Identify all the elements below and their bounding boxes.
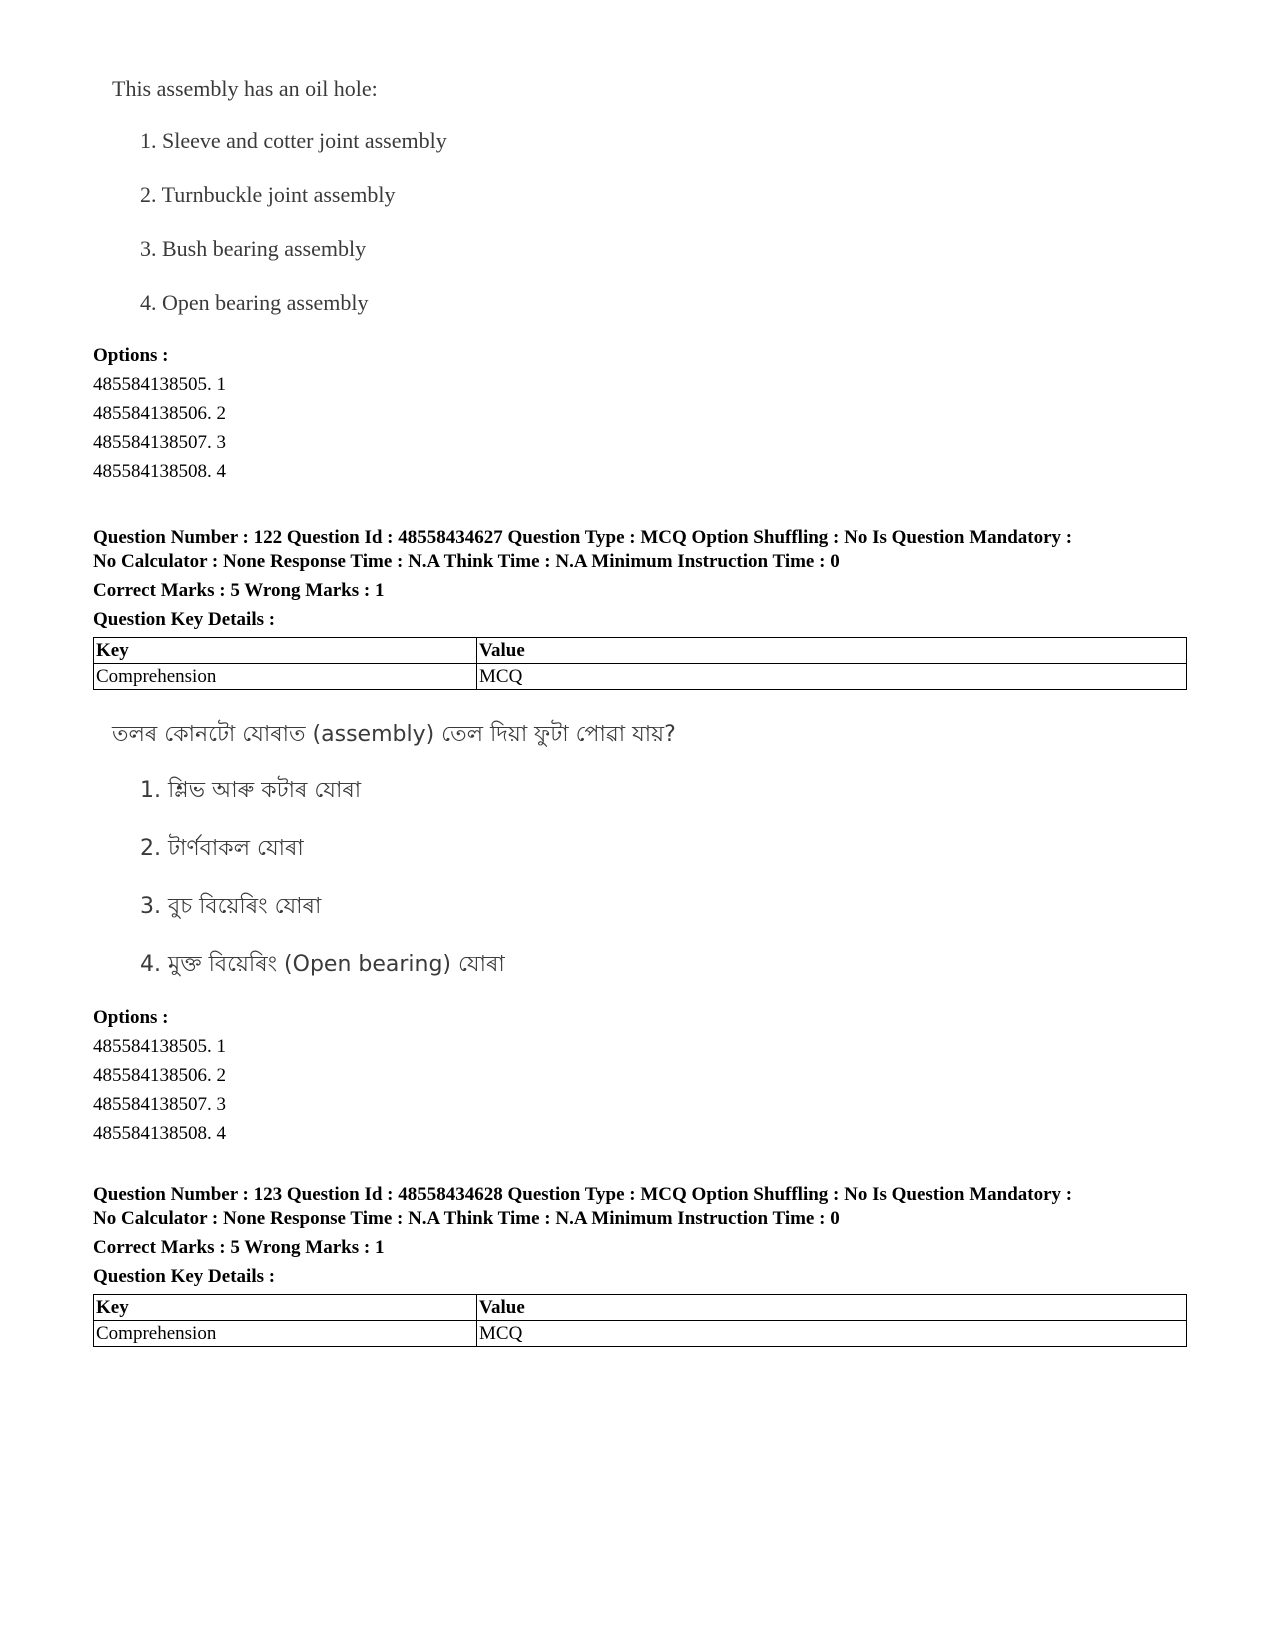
options-header: Options : (93, 1007, 169, 1028)
option-item: 485584138506. 2 (93, 1065, 226, 1086)
marks-line: Correct Marks : 5 Wrong Marks : 1 (93, 580, 385, 601)
question-meta-line: Question Number : 122 Question Id : 48558434627 Question Type : MCQ Option Shuffling : No Is Question Mandatory : (93, 527, 1073, 548)
choice-item: 1. শ্লিভ আৰু কটাৰ যোৰা (140, 778, 362, 803)
question-meta-line: Question Number : 123 Question Id : 48558434628 Question Type : MCQ Option Shuffling : No Is Question Mandatory : (93, 1184, 1073, 1205)
question-meta-line: No Calculator : None Response Time : N.A Think Time : N.A Minimum Instruction Time : 0 (93, 1208, 840, 1229)
table-cell: MCQ (477, 1321, 1187, 1347)
option-item: 485584138506. 2 (93, 403, 226, 424)
key-details-label: Question Key Details : (93, 609, 276, 630)
key-table (93, 1294, 1187, 1347)
option-item: 485584138505. 1 (93, 1036, 226, 1057)
table-cell: Comprehension (94, 1321, 477, 1347)
question-meta-122 (93, 526, 1203, 632)
choice-item: 4. Open bearing assembly (140, 290, 369, 315)
question-image-assamese (112, 720, 676, 1008)
table-cell: Comprehension (94, 664, 477, 690)
table-row (94, 1321, 1187, 1347)
option-item: 485584138508. 4 (93, 1123, 226, 1144)
choice-item: 1. Sleeve and cotter joint assembly (140, 128, 447, 153)
table-header-cell: Value (477, 1295, 1187, 1321)
choice-item: 2. Turnbuckle joint assembly (140, 182, 396, 207)
key-details-label: Question Key Details : (93, 1266, 276, 1287)
options-list (93, 341, 226, 486)
marks-line: Correct Marks : 5 Wrong Marks : 1 (93, 1237, 385, 1258)
question-image-english (112, 74, 447, 342)
table-header-cell: Key (94, 638, 477, 664)
question-stem: This assembly has an oil hole: (112, 76, 378, 101)
choice-item: 4. মুক্ত বিয়েৰিং (Open bearing) যোৰা (140, 952, 505, 977)
option-item: 485584138507. 3 (93, 432, 226, 453)
table-row (94, 664, 1187, 690)
choice-item: 3. Bush bearing assembly (140, 236, 367, 261)
table-header-cell: Key (94, 1295, 477, 1321)
option-item: 485584138508. 4 (93, 461, 226, 482)
question-stem: তলৰ কোনটো যোৰাত (assembly) তেল দিয়া ফুটা পোৱা যায়? (112, 722, 676, 747)
table-header-row (94, 638, 1187, 664)
table-header-cell: Value (477, 638, 1187, 664)
question-meta-line: No Calculator : None Response Time : N.A Think Time : N.A Minimum Instruction Time : 0 (93, 551, 840, 572)
question-meta-123 (93, 1183, 1203, 1289)
options-list (93, 1003, 226, 1148)
choice-item: 2. টাৰ্ণবাকল যোৰা (140, 836, 304, 861)
table-cell: MCQ (477, 664, 1187, 690)
key-table (93, 637, 1187, 690)
option-item: 485584138507. 3 (93, 1094, 226, 1115)
options-header: Options : (93, 345, 169, 366)
option-item: 485584138505. 1 (93, 374, 226, 395)
table-header-row (94, 1295, 1187, 1321)
choice-item: 3. বুচ বিয়েৰিং যোৰা (140, 894, 322, 919)
